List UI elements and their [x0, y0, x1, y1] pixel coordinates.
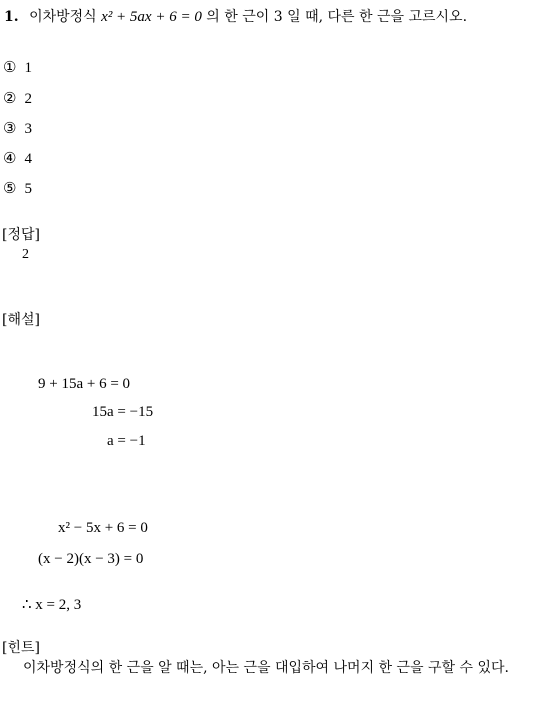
- solution-conclusion: ∴ x = 2, 3: [22, 597, 82, 613]
- option-value: 1: [24, 60, 32, 76]
- option-mark: ①: [3, 58, 17, 76]
- solution-step2-line2: (x − 2)(x − 3) = 0: [38, 551, 144, 567]
- option-mark: ⑤: [3, 179, 17, 197]
- question-number: 1.: [4, 9, 19, 25]
- question-text-before: 이차방정식: [29, 9, 97, 25]
- option-3[interactable]: [3, 119, 32, 138]
- solution-step1-line1: 9 + 15a + 6 = 0: [38, 376, 131, 392]
- option-mark: ④: [3, 149, 17, 167]
- solution-step2-line1: x² − 5x + 6 = 0: [58, 520, 148, 536]
- option-5[interactable]: [3, 179, 32, 198]
- answer-label: [정답]: [2, 227, 40, 243]
- option-mark: ②: [3, 89, 17, 107]
- option-mark: ③: [3, 119, 17, 137]
- hint-label: [힌트]: [2, 640, 40, 656]
- option-value: 2: [24, 91, 32, 107]
- question-stem: [4, 6, 467, 26]
- option-value: 4: [24, 151, 32, 167]
- question-text-after: 의 한 근이 3 일 때, 다른 한 근을 고르시오.: [206, 9, 468, 25]
- option-1[interactable]: [3, 58, 32, 77]
- solution-step1-line3: a = −1: [107, 433, 146, 449]
- option-2[interactable]: [3, 89, 32, 108]
- option-value: 5: [24, 181, 32, 197]
- option-4[interactable]: [3, 149, 32, 168]
- answer-value: 2: [22, 247, 29, 262]
- question-equation: x² + 5ax + 6 = 0: [101, 9, 202, 25]
- solution-step1-line2: 15a = −15: [92, 404, 154, 420]
- solution-label: [해설]: [2, 312, 40, 328]
- hint-text: 이차방정식의 한 근을 알 때는, 아는 근을 대입하여 나머지 한 근을 구할 수 있다.: [23, 660, 509, 676]
- option-value: 3: [24, 121, 32, 137]
